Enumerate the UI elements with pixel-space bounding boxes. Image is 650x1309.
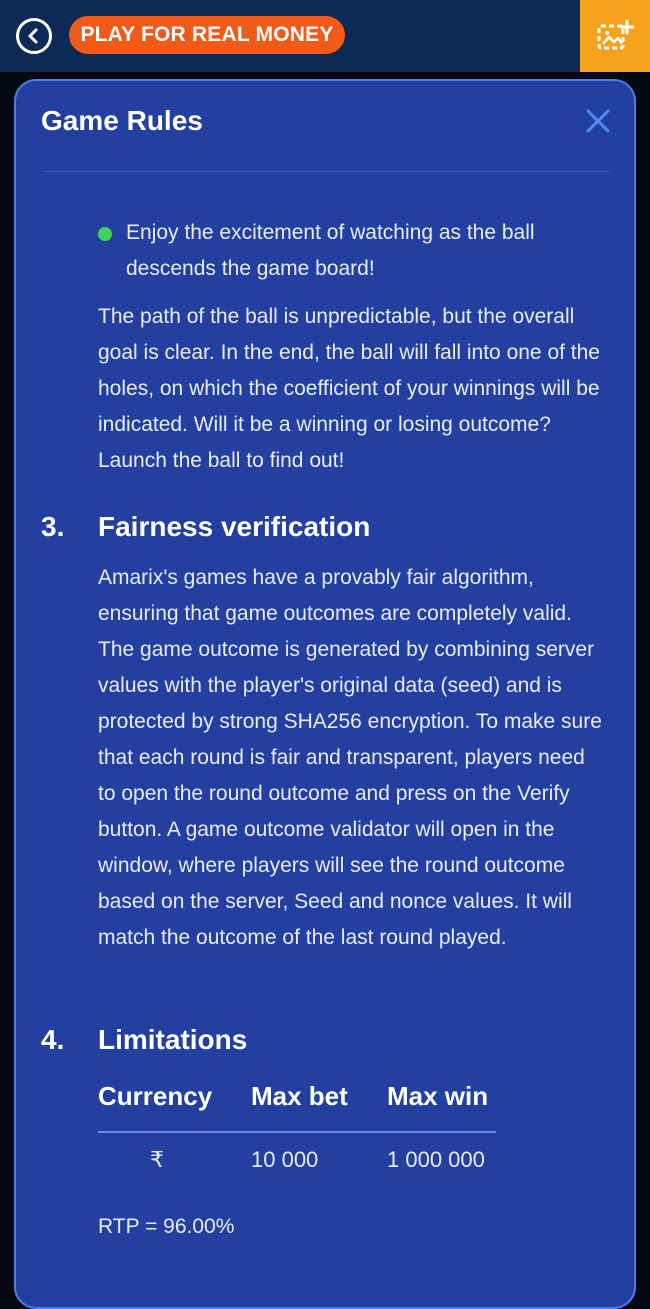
corner-action-button[interactable] xyxy=(580,0,650,72)
close-button[interactable] xyxy=(582,105,614,137)
rtp-value: RTP = 96.00% xyxy=(98,1215,235,1238)
play-for-real-money-button[interactable]: PLAY FOR REAL MONEY xyxy=(69,16,345,54)
close-icon xyxy=(585,108,611,134)
section-title-limitations: Limitations xyxy=(98,1024,248,1055)
table-header-max-win: Max win xyxy=(387,1081,489,1111)
table-cell-max-bet: 10 000 xyxy=(251,1147,319,1172)
chevron-left-icon xyxy=(25,27,43,45)
title-divider xyxy=(42,171,610,172)
modal-title: Game Rules xyxy=(41,105,203,136)
table-divider xyxy=(98,1131,496,1133)
section-number-4: 4. xyxy=(41,1024,65,1055)
table-cell-currency: ₹ xyxy=(150,1147,164,1172)
table-cell-max-win: 1 000 000 xyxy=(387,1147,485,1172)
table-header-currency: Currency xyxy=(98,1081,213,1111)
bullet-text: Enjoy the excitement of watching as the ball descends the game board! xyxy=(126,221,535,280)
fairness-paragraph: Amarix's games have a provably fair algorithm, ensuring that game outcomes are completely valid. The game outcome is generated by combining server values with the player's original data (seed) and is protected by strong SHA256 encryption. To make sure that each round is fair and transparent, players need to open the round outcome and press on the Verify button. A game outcome validator will open in the window, where players will see the round outcome based on the server, Seed and nonce values. It will match the outcome of the last round played. xyxy=(98,566,602,949)
section-title-fairness: Fairness verification xyxy=(98,511,371,542)
intro-paragraph: The path of the ball is unpredictable, but the overall goal is clear. In the end, the ball will fall into one of the holes, on which the coefficient of your winnings will be indicated. Will it be a winning or losing outcome? Launch the ball to find out! xyxy=(98,305,600,472)
rules-content[interactable] xyxy=(16,81,636,1309)
table-header-max-bet: Max bet xyxy=(251,1081,348,1111)
top-bar xyxy=(0,0,650,72)
section-number-3: 3. xyxy=(41,511,65,542)
back-button[interactable] xyxy=(16,18,52,54)
bullet-dot-icon xyxy=(98,227,112,241)
image-plus-icon xyxy=(596,19,634,53)
game-rules-modal xyxy=(14,79,636,1309)
